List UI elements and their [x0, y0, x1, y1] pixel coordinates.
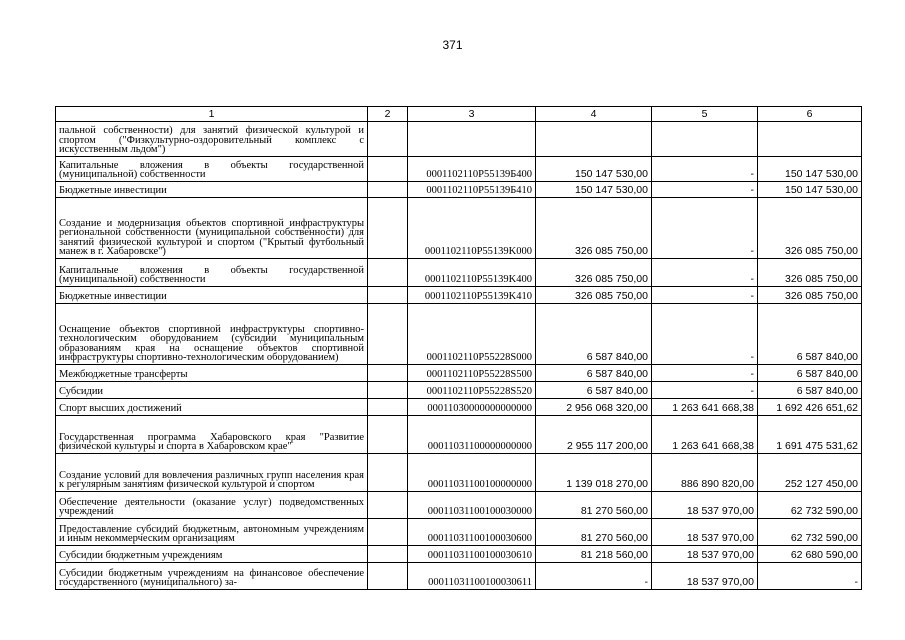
table-row	[56, 304, 862, 365]
row-description: Обеспечение деятельности (оказание услуг) подведомственных учреждений	[56, 492, 368, 519]
row-code: 0001102110P55139Б410	[408, 182, 536, 198]
row-value-5: 886 890 820,00	[652, 454, 758, 492]
row-value-6: 326 085 750,00	[758, 287, 862, 304]
row-code: 0001102110P55228S000	[408, 304, 536, 365]
row-code	[408, 122, 536, 157]
row-code: 00011031100000000000	[408, 416, 536, 454]
row-col2	[368, 492, 408, 519]
table-row	[56, 492, 862, 519]
row-code: 0001102110P55139K000	[408, 198, 536, 259]
row-value-4: -	[536, 563, 652, 590]
row-value-4: 6 587 840,00	[536, 304, 652, 365]
row-value-5: -	[652, 198, 758, 259]
row-value-6: 6 587 840,00	[758, 382, 862, 399]
table-row	[56, 563, 862, 590]
row-description: Субсидии	[56, 382, 368, 399]
row-col2	[368, 416, 408, 454]
row-col2	[368, 365, 408, 382]
row-description: Субсидии бюджетным учреждениям на финансовое обеспечение государственного (муниципального) за-	[56, 563, 368, 590]
row-description: Создание условий для вовлечения различных групп населения края к регулярным занятиям физической культурой и спортом	[56, 454, 368, 492]
row-col2	[368, 157, 408, 182]
table-row	[56, 198, 862, 259]
row-code: 00011031100100030000	[408, 492, 536, 519]
row-value-6: 150 147 530,00	[758, 157, 862, 182]
row-value-6: 252 127 450,00	[758, 454, 862, 492]
row-col2	[368, 182, 408, 198]
row-col2	[368, 122, 408, 157]
row-value-4: 2 956 068 320,00	[536, 399, 652, 416]
header-col-1: 1	[56, 107, 368, 122]
row-description: Межбюджетные трансферты	[56, 365, 368, 382]
row-code: 0001102110P55228S500	[408, 365, 536, 382]
row-value-4: 2 955 117 200,00	[536, 416, 652, 454]
row-value-6: 6 587 840,00	[758, 304, 862, 365]
row-value-6: 1 692 426 651,62	[758, 399, 862, 416]
row-value-4	[536, 122, 652, 157]
row-description: Спорт высших достижений	[56, 399, 368, 416]
row-value-5: 18 537 970,00	[652, 519, 758, 546]
row-value-4: 1 139 018 270,00	[536, 454, 652, 492]
table-row	[56, 182, 862, 198]
row-col2	[368, 519, 408, 546]
row-col2	[368, 399, 408, 416]
row-code: 00011031100100030611	[408, 563, 536, 590]
table-row	[56, 287, 862, 304]
table-row	[56, 259, 862, 287]
row-description: Оснащение объектов спортивной инфраструктуры спортивно-технологическим оборудованием (субсидии муниципальным образованиям края на оснащение объектов спортивной инфраструктуры спортивно-технологическим оборудованием)	[56, 304, 368, 365]
row-description: Бюджетные инвестиции	[56, 287, 368, 304]
table-row	[56, 399, 862, 416]
page-number: 371	[442, 38, 463, 52]
row-value-4: 81 270 560,00	[536, 492, 652, 519]
table-header	[56, 107, 862, 122]
row-description: Создание и модернизация объектов спортивной инфраструктуры региональной собственности (муниципальной собственности) для занятий физической культурой и спортом ("Крытый футбольный манеж в г. Хабаровске")	[56, 198, 368, 259]
row-code: 00011030000000000000	[408, 399, 536, 416]
row-value-5: -	[652, 304, 758, 365]
row-col2	[368, 304, 408, 365]
row-description: Предоставление субсидий бюджетным, автономным учреждениям и иным некоммерческим организациям	[56, 519, 368, 546]
row-col2	[368, 546, 408, 563]
table-row	[56, 365, 862, 382]
row-col2	[368, 563, 408, 590]
row-value-4: 81 270 560,00	[536, 519, 652, 546]
table-row	[56, 454, 862, 492]
row-description: Капитальные вложения в объекты государственной (муниципальной) собственности	[56, 157, 368, 182]
row-description: Капитальные вложения в объекты государственной (муниципальной) собственности	[56, 259, 368, 287]
row-value-6: 62 680 590,00	[758, 546, 862, 563]
header-col-2: 2	[368, 107, 408, 122]
header-col-6: 6	[758, 107, 862, 122]
row-code: 00011031100100030600	[408, 519, 536, 546]
row-value-5: -	[652, 182, 758, 198]
header-col-4: 4	[536, 107, 652, 122]
row-value-5	[652, 122, 758, 157]
row-description: Бюджетные инвестиции	[56, 182, 368, 198]
row-value-6: -	[758, 563, 862, 590]
row-col2	[368, 382, 408, 399]
row-code: 00011031100100000000	[408, 454, 536, 492]
row-value-6: 62 732 590,00	[758, 492, 862, 519]
row-col2	[368, 198, 408, 259]
row-value-5: -	[652, 382, 758, 399]
row-value-4: 150 147 530,00	[536, 157, 652, 182]
row-value-6: 62 732 590,00	[758, 519, 862, 546]
table-row	[56, 157, 862, 182]
row-value-4: 6 587 840,00	[536, 365, 652, 382]
header-col-5: 5	[652, 107, 758, 122]
table-row	[56, 416, 862, 454]
row-value-6	[758, 122, 862, 157]
row-col2	[368, 259, 408, 287]
row-code: 0001102110P55228S520	[408, 382, 536, 399]
row-value-4: 326 085 750,00	[536, 287, 652, 304]
row-value-6: 1 691 475 531,62	[758, 416, 862, 454]
row-value-4: 326 085 750,00	[536, 259, 652, 287]
header-row	[56, 107, 862, 122]
row-value-4: 150 147 530,00	[536, 182, 652, 198]
row-col2	[368, 287, 408, 304]
row-description: пальной собственности) для занятий физической культурой и спортом ("Физкультурно-оздоровительный комплекс с искусственным льдом")	[56, 122, 368, 157]
budget-table	[55, 106, 862, 590]
table-row	[56, 519, 862, 546]
row-value-6: 326 085 750,00	[758, 259, 862, 287]
row-value-5: 1 263 641 668,38	[652, 399, 758, 416]
row-value-6: 150 147 530,00	[758, 182, 862, 198]
row-value-5: 18 537 970,00	[652, 563, 758, 590]
row-value-6: 326 085 750,00	[758, 198, 862, 259]
row-value-4: 326 085 750,00	[536, 198, 652, 259]
row-value-4: 81 218 560,00	[536, 546, 652, 563]
table-row	[56, 382, 862, 399]
row-value-6: 6 587 840,00	[758, 365, 862, 382]
row-value-5: -	[652, 287, 758, 304]
row-value-5: 1 263 641 668,38	[652, 416, 758, 454]
row-value-5: -	[652, 157, 758, 182]
row-value-5: -	[652, 365, 758, 382]
row-code: 00011031100100030610	[408, 546, 536, 563]
row-value-5: 18 537 970,00	[652, 546, 758, 563]
row-description: Субсидии бюджетным учреждениям	[56, 546, 368, 563]
table-body	[56, 122, 862, 590]
row-value-4: 6 587 840,00	[536, 382, 652, 399]
row-value-5: 18 537 970,00	[652, 492, 758, 519]
row-code: 0001102110P55139K400	[408, 259, 536, 287]
table-row	[56, 122, 862, 157]
row-col2	[368, 454, 408, 492]
table-row	[56, 546, 862, 563]
header-col-3: 3	[408, 107, 536, 122]
row-code: 0001102110P55139Б400	[408, 157, 536, 182]
row-value-5: -	[652, 259, 758, 287]
row-description: Государственная программа Хабаровского края "Развитие физической культуры и спорта в Хабаровском крае"	[56, 416, 368, 454]
row-code: 0001102110P55139K410	[408, 287, 536, 304]
